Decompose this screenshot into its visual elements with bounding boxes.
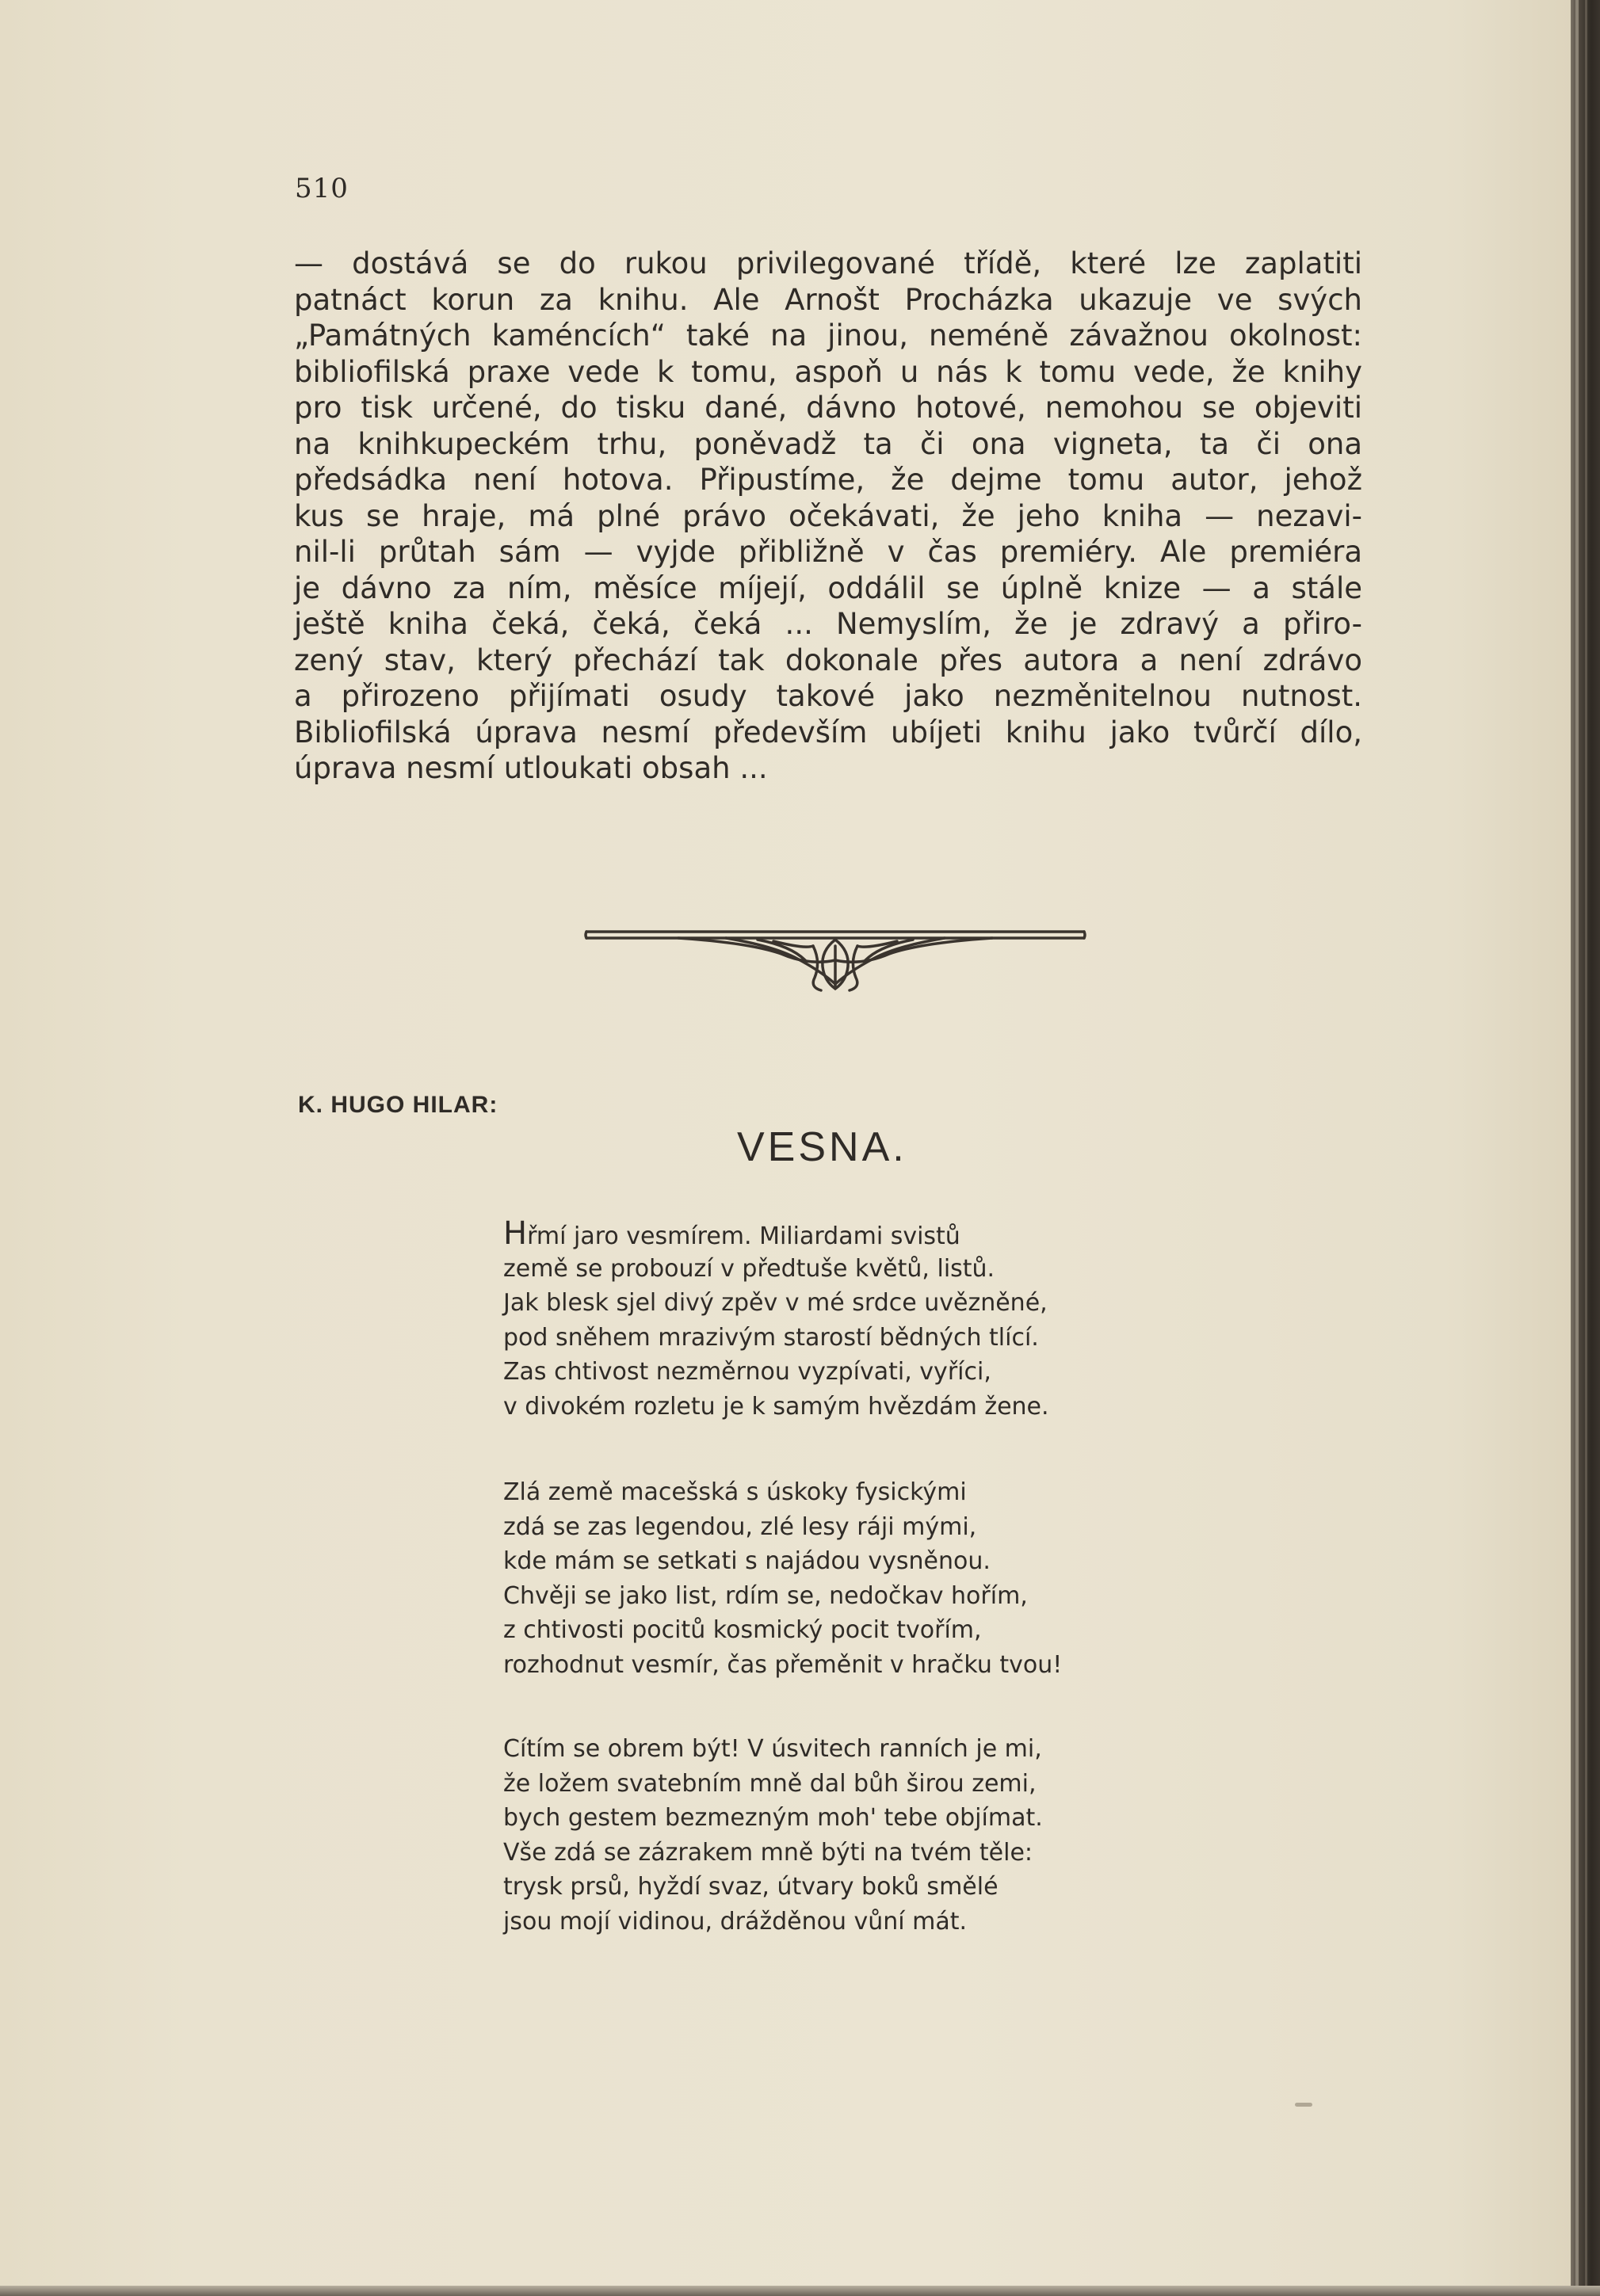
prose-line: ještě kniha čeká, čeká, čeká ... Nemyslím, že je zdravý a přiro-	[294, 607, 1362, 641]
poem-line: Vše zdá se zázrakem mně býti na tvém těle:	[503, 1838, 1033, 1867]
prose-line: nil-li průtah sám — vyjde přibližně v čas premiéry. Ale premiéra	[294, 535, 1362, 569]
poem-line: že ložem svatebním mně dal bůh širou zemi,	[503, 1769, 1037, 1798]
poem-stanza-3	[503, 1732, 1216, 1939]
page-number: 510	[295, 173, 349, 204]
prose-line: úprava nesmí utloukati obsah ...	[294, 751, 768, 785]
prose-line: patnáct korun za knihu. Ale Arnošt Procházka ukazuje ve svých	[294, 282, 1362, 317]
prose-line: kus se hraje, má plné právo očekávati, že jeho kniha — nezavi-	[294, 498, 1362, 533]
prose-line: na knihkupeckém trhu, poněvadž ta či ona vigneta, ta či ona	[294, 426, 1362, 461]
poem-line: Jak blesk sjel divý zpěv v mé srdce uvězněné,	[503, 1289, 1048, 1317]
poem-line	[503, 1217, 1216, 1252]
poem-line: zdá se zas legendou, zlé lesy ráji mými,	[503, 1512, 977, 1541]
poem-line: země se probouzí v předtuše květů, listů.	[503, 1254, 995, 1283]
poem-line: bych gestem bezmezným moh' tebe objímat.	[503, 1804, 1043, 1832]
binding-edge	[1571, 0, 1600, 2296]
poem-line: Cítím se obrem být! V úsvitech ranních je mi,	[503, 1735, 1042, 1763]
poem-line: Chvěji se jako list, rdím se, nedočkav hořím,	[503, 1581, 1028, 1610]
poem-line: rozhodnut vesmír, čas přeměnit v hračku tvou!	[503, 1650, 1063, 1679]
poem-line: z chtivosti pocitů kosmický pocit tvořím,	[503, 1616, 982, 1644]
poem-line: Zlá země macešská s úskoky fysickými	[503, 1478, 967, 1506]
prose-line: pro tisk určené, do tisku dané, dávno hotové, nemohou se objeviti	[294, 391, 1362, 425]
prose-line: bibliofilská praxe vede k tomu, aspoň u nás k tomu vede, že knihy	[294, 354, 1362, 389]
paper-speck	[1295, 2103, 1312, 2107]
prose-line: je dávno za ním, měsíce míjejí, oddálil se úplně knize — a stále	[294, 570, 1362, 605]
poem-line: v divokém rozletu je k samým hvězdám žene.	[503, 1392, 1049, 1421]
poem-stanza-2	[503, 1475, 1216, 1682]
prose-paragraph	[294, 246, 1362, 787]
prose-line: předsádka není hotova. Připustíme, že dejme tomu autor, jehož	[294, 463, 1362, 497]
poem-line: trysk prsů, hyždí svaz, útvary boků smělé	[503, 1873, 999, 1901]
poem-line: pod sněhem mrazivým starostí bědných tlící.	[503, 1323, 1039, 1352]
prose-line: zený stav, který přechází tak dokonale přes autora a není zdrávo	[294, 643, 1362, 677]
poem-author: K. HUGO HILAR:	[298, 1092, 498, 1118]
poem-line: kde mám se setkati s najádou vysněnou.	[503, 1547, 991, 1575]
prose-line: Bibliofilská úprava nesmí především ubíjeti knihu jako tvůrčí dílo,	[294, 715, 1362, 749]
poem-stanza-1	[503, 1217, 1216, 1424]
poem-line: jsou mojí vidinou, drážděnou vůní mát.	[503, 1907, 968, 1936]
poem-line: Zas chtivost nezměrnou vyzpívati, vyříci,	[503, 1358, 991, 1386]
poem-title: VESNA.	[737, 1124, 907, 1170]
page-bottom-edge	[0, 2286, 1600, 2296]
prose-line: „Památných kaméncích“ také na jinou, neméně závažnou okolnost:	[294, 318, 1362, 353]
ornament-divider-icon	[583, 922, 1087, 992]
poem-line-text: řmí jaro vesmírem. Miliardami svistů	[527, 1222, 960, 1250]
drop-initial: H	[503, 1215, 528, 1252]
prose-line: — dostává se do rukou privilegované třídě, které lze zaplatiti	[294, 246, 1362, 280]
prose-line: a přirozeno přijímati osudy takové jako nezměnitelnou nutnost.	[294, 679, 1362, 713]
